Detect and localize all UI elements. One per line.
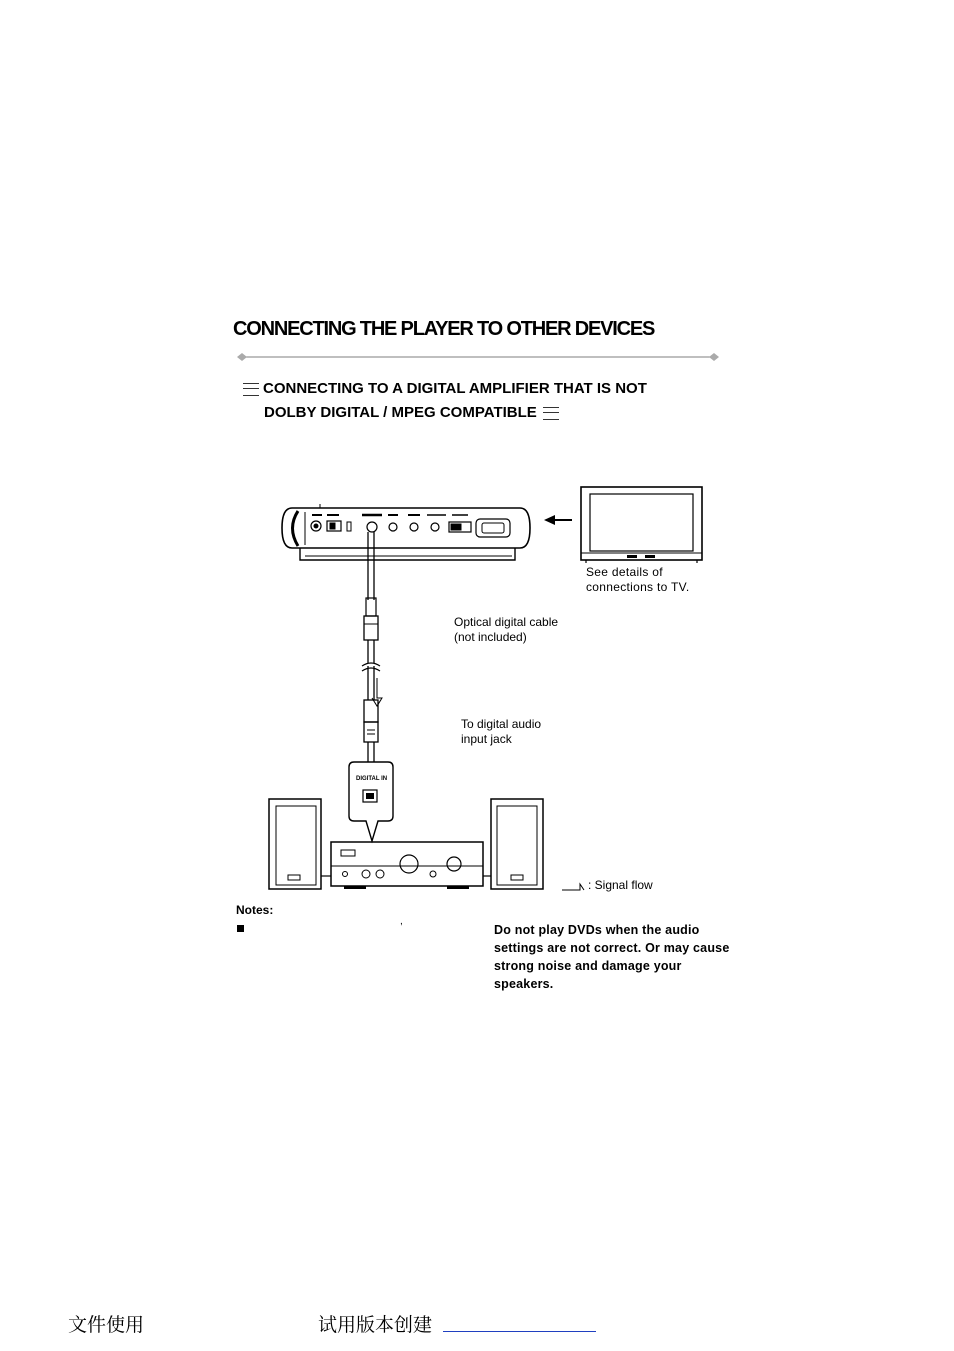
signal-flow-label: : Signal flow <box>588 878 653 892</box>
section-heading-text2: DOLBY DIGITAL / MPEG COMPATIBLE <box>264 404 537 421</box>
right-speaker <box>491 799 543 889</box>
cable-label <box>454 615 558 645</box>
tv-arrow <box>544 515 572 525</box>
digital-in-callout <box>349 762 393 841</box>
jack-label-line2: input jack <box>461 732 512 746</box>
tv-note <box>586 565 689 595</box>
notes-heading: Notes: <box>236 903 274 917</box>
left-speaker <box>269 799 321 889</box>
stray-comma: , <box>400 916 403 927</box>
section-heading-text1: CONNECTING TO A DIGITAL AMPLIFIER THAT IS NOT <box>263 380 647 397</box>
jack-label-line1: To digital audio <box>461 717 542 731</box>
footer-link[interactable] <box>443 1331 596 1332</box>
footer-right-text: 试用版本创建 <box>318 1314 433 1336</box>
signal-flow-icon <box>562 884 584 890</box>
cable-label-line2: (not included) <box>454 630 527 644</box>
footer-left-text: 文件使用 <box>68 1314 145 1336</box>
tv-note-line2: connections to TV. <box>586 580 690 594</box>
page-title: CONNECTING THE PLAYER TO OTHER DEVICES <box>233 318 655 340</box>
optical-cable <box>362 532 380 762</box>
cable-label-line1: Optical digital cable <box>454 615 559 629</box>
digital-in-label: DIGITAL IN <box>356 776 388 782</box>
warning-note: Do not play DVDs when the audio settings are not correct. Or may cause strong noise and damage your speakers. <box>494 923 730 991</box>
jack-label <box>461 717 541 747</box>
tv-note-line1: See details of <box>586 565 663 579</box>
bullet-square-icon <box>237 925 244 932</box>
amplifier <box>321 842 491 889</box>
tv-set <box>581 487 702 563</box>
dvd-player <box>282 504 530 560</box>
